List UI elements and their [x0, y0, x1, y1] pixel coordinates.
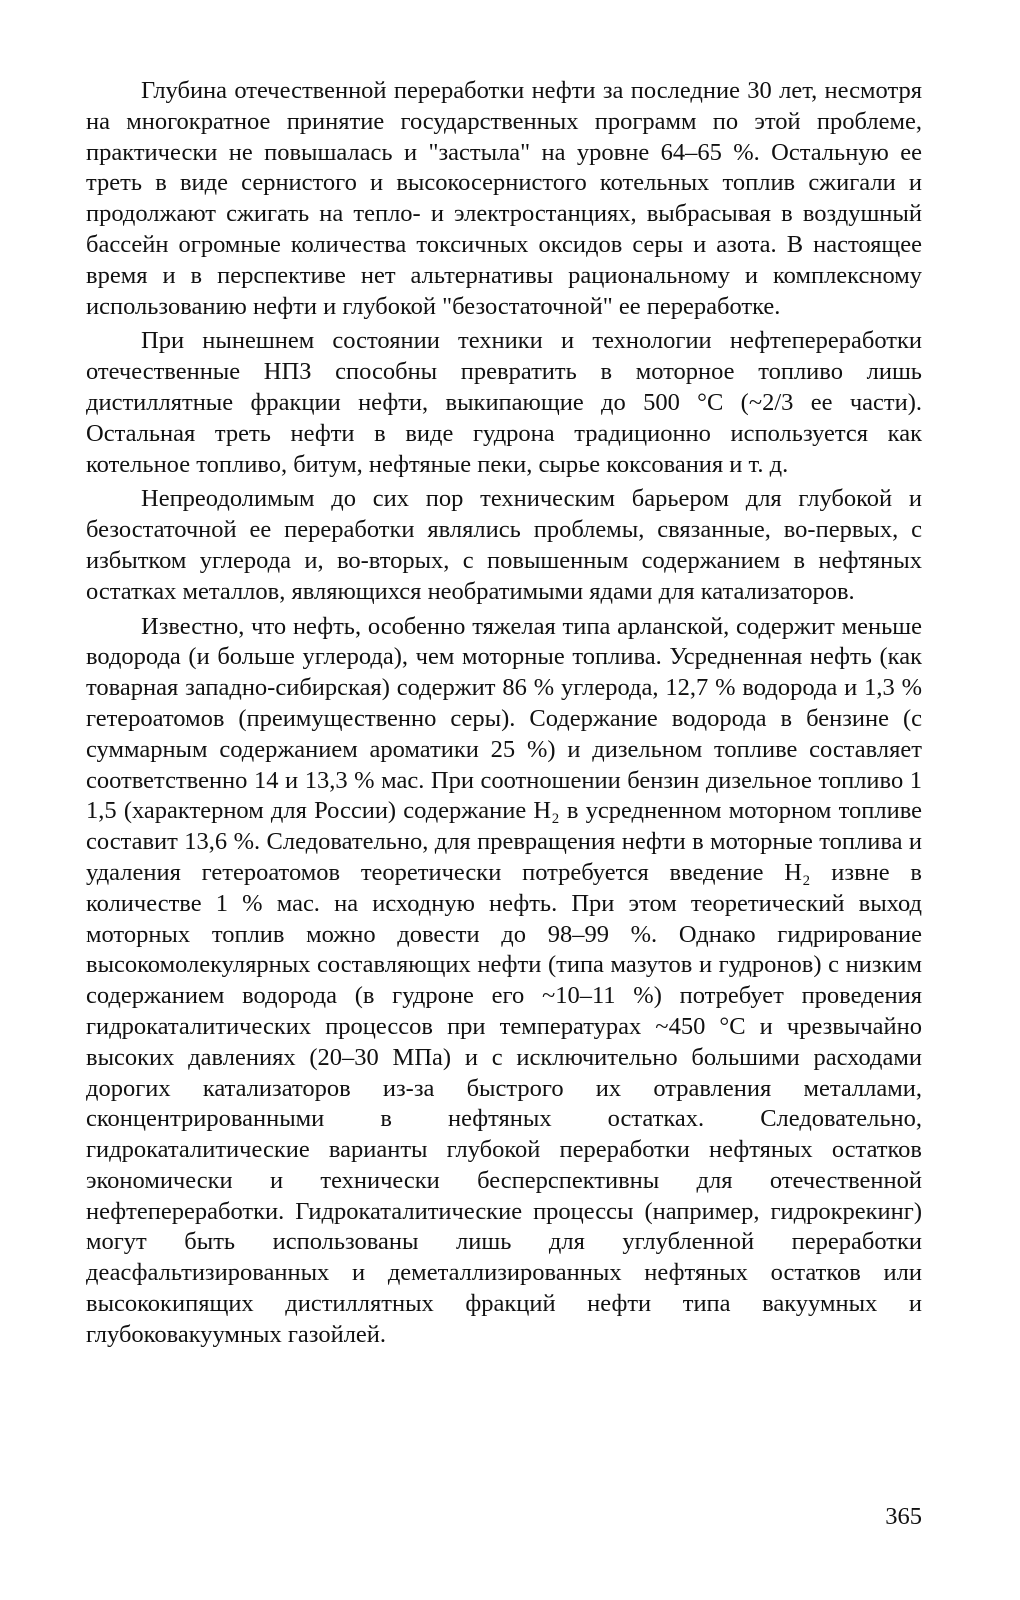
paragraph-4: Известно, что нефть, особенно тяжелая типа арланской, содержит меньше водорода (и больше углерода), чем моторные топлива. Усредненная нефть (как товарная западно-сибирская) содержит 86 % углерода, 12,7 % водорода и 1,3 % гетероатомов (преимущественно серы). Содержание водорода в бензине (с суммарным содержанием ароматики 25 %) и дизельном топливе составляет соответственно 14 и 13,3 % мас. При соотношении бензин дизельное топливо 1 1,5 (характерном для России) содержание H₂ в усредненном моторном топливе составит 13,6 %. Следовательно, для превращения нефти в моторные топлива и удаления гетероатомов теоретически потребуется введение H₂ извне в количестве 1 % мас. на исходную нефть. При этом теоретический выход моторных топлив можно довести до 98–99 %. Однако гидрирование высокомолекулярных составляющих нефти (типа мазутов и гудронов) с низким содержанием водорода (в гудроне его ~10–11 %) потребует проведения гидрокаталитических процессов при температурах ~450 °С и чрезвычайно высоких давлениях (20–30 МПа) и с исключительно большими расходами дорогих катализаторов из-за быстрого их отравления металлами, сконцентрированными в нефтяных остатках. Следовательно, гидрокаталитические варианты глубокой переработки нефтяных остатков экономически и технически бесперспективны для отечественной нефтепереработки. Гидрокаталитические процессы (например, гидрокрекинг) могут быть использованы лишь для углубленной переработки деасфальтизированных и деметаллизированных нефтяных остатков или высококипящих дистиллятных фракций нефти типа вакуумных и глубоковакуумных газойлей. — [86, 612, 922, 1348]
paragraph-2: При нынешнем состоянии техники и технологии нефтепереработки отечественные НПЗ способны превратить в моторное топливо лишь дистиллятные фракции нефти, выкипающие до 500 °С (~2/3 ее части). Остальная треть нефти в виде гудрона традиционно используется как котельное топливо, битум, нефтяные пеки, сырье коксования и т. д. — [86, 327, 922, 478]
document-page — [86, 76, 922, 1556]
page-number: 365 — [885, 1503, 922, 1530]
paragraph-1: Глубина отечественной переработки нефти за последние 30 лет, несмотря на многократное принятие государственных программ по этой проблеме, практически не повышалась и "застыла" на уровне 64–65 %. Остальную ее треть в виде сернистого и высокосернистого котельных топлив сжигали и продолжают сжигать на тепло- и электростанциях, выбрасывая в воздушный бассейн огромные количества токсичных оксидов серы и азота. В настоящее время и в перспективе нет альтернативы рациональному и комплексному использованию нефти и глубокой "безостаточной" ее переработке. — [86, 77, 922, 320]
paragraph-3: Непреодолимым до сих пор техническим барьером для глубокой и безостаточной ее переработки являлись проблемы, связанные, во-первых, с избытком углерода и, во-вторых, с повышенным содержанием в нефтяных остатках металлов, являющихся необратимыми ядами для катализаторов. — [86, 485, 922, 605]
